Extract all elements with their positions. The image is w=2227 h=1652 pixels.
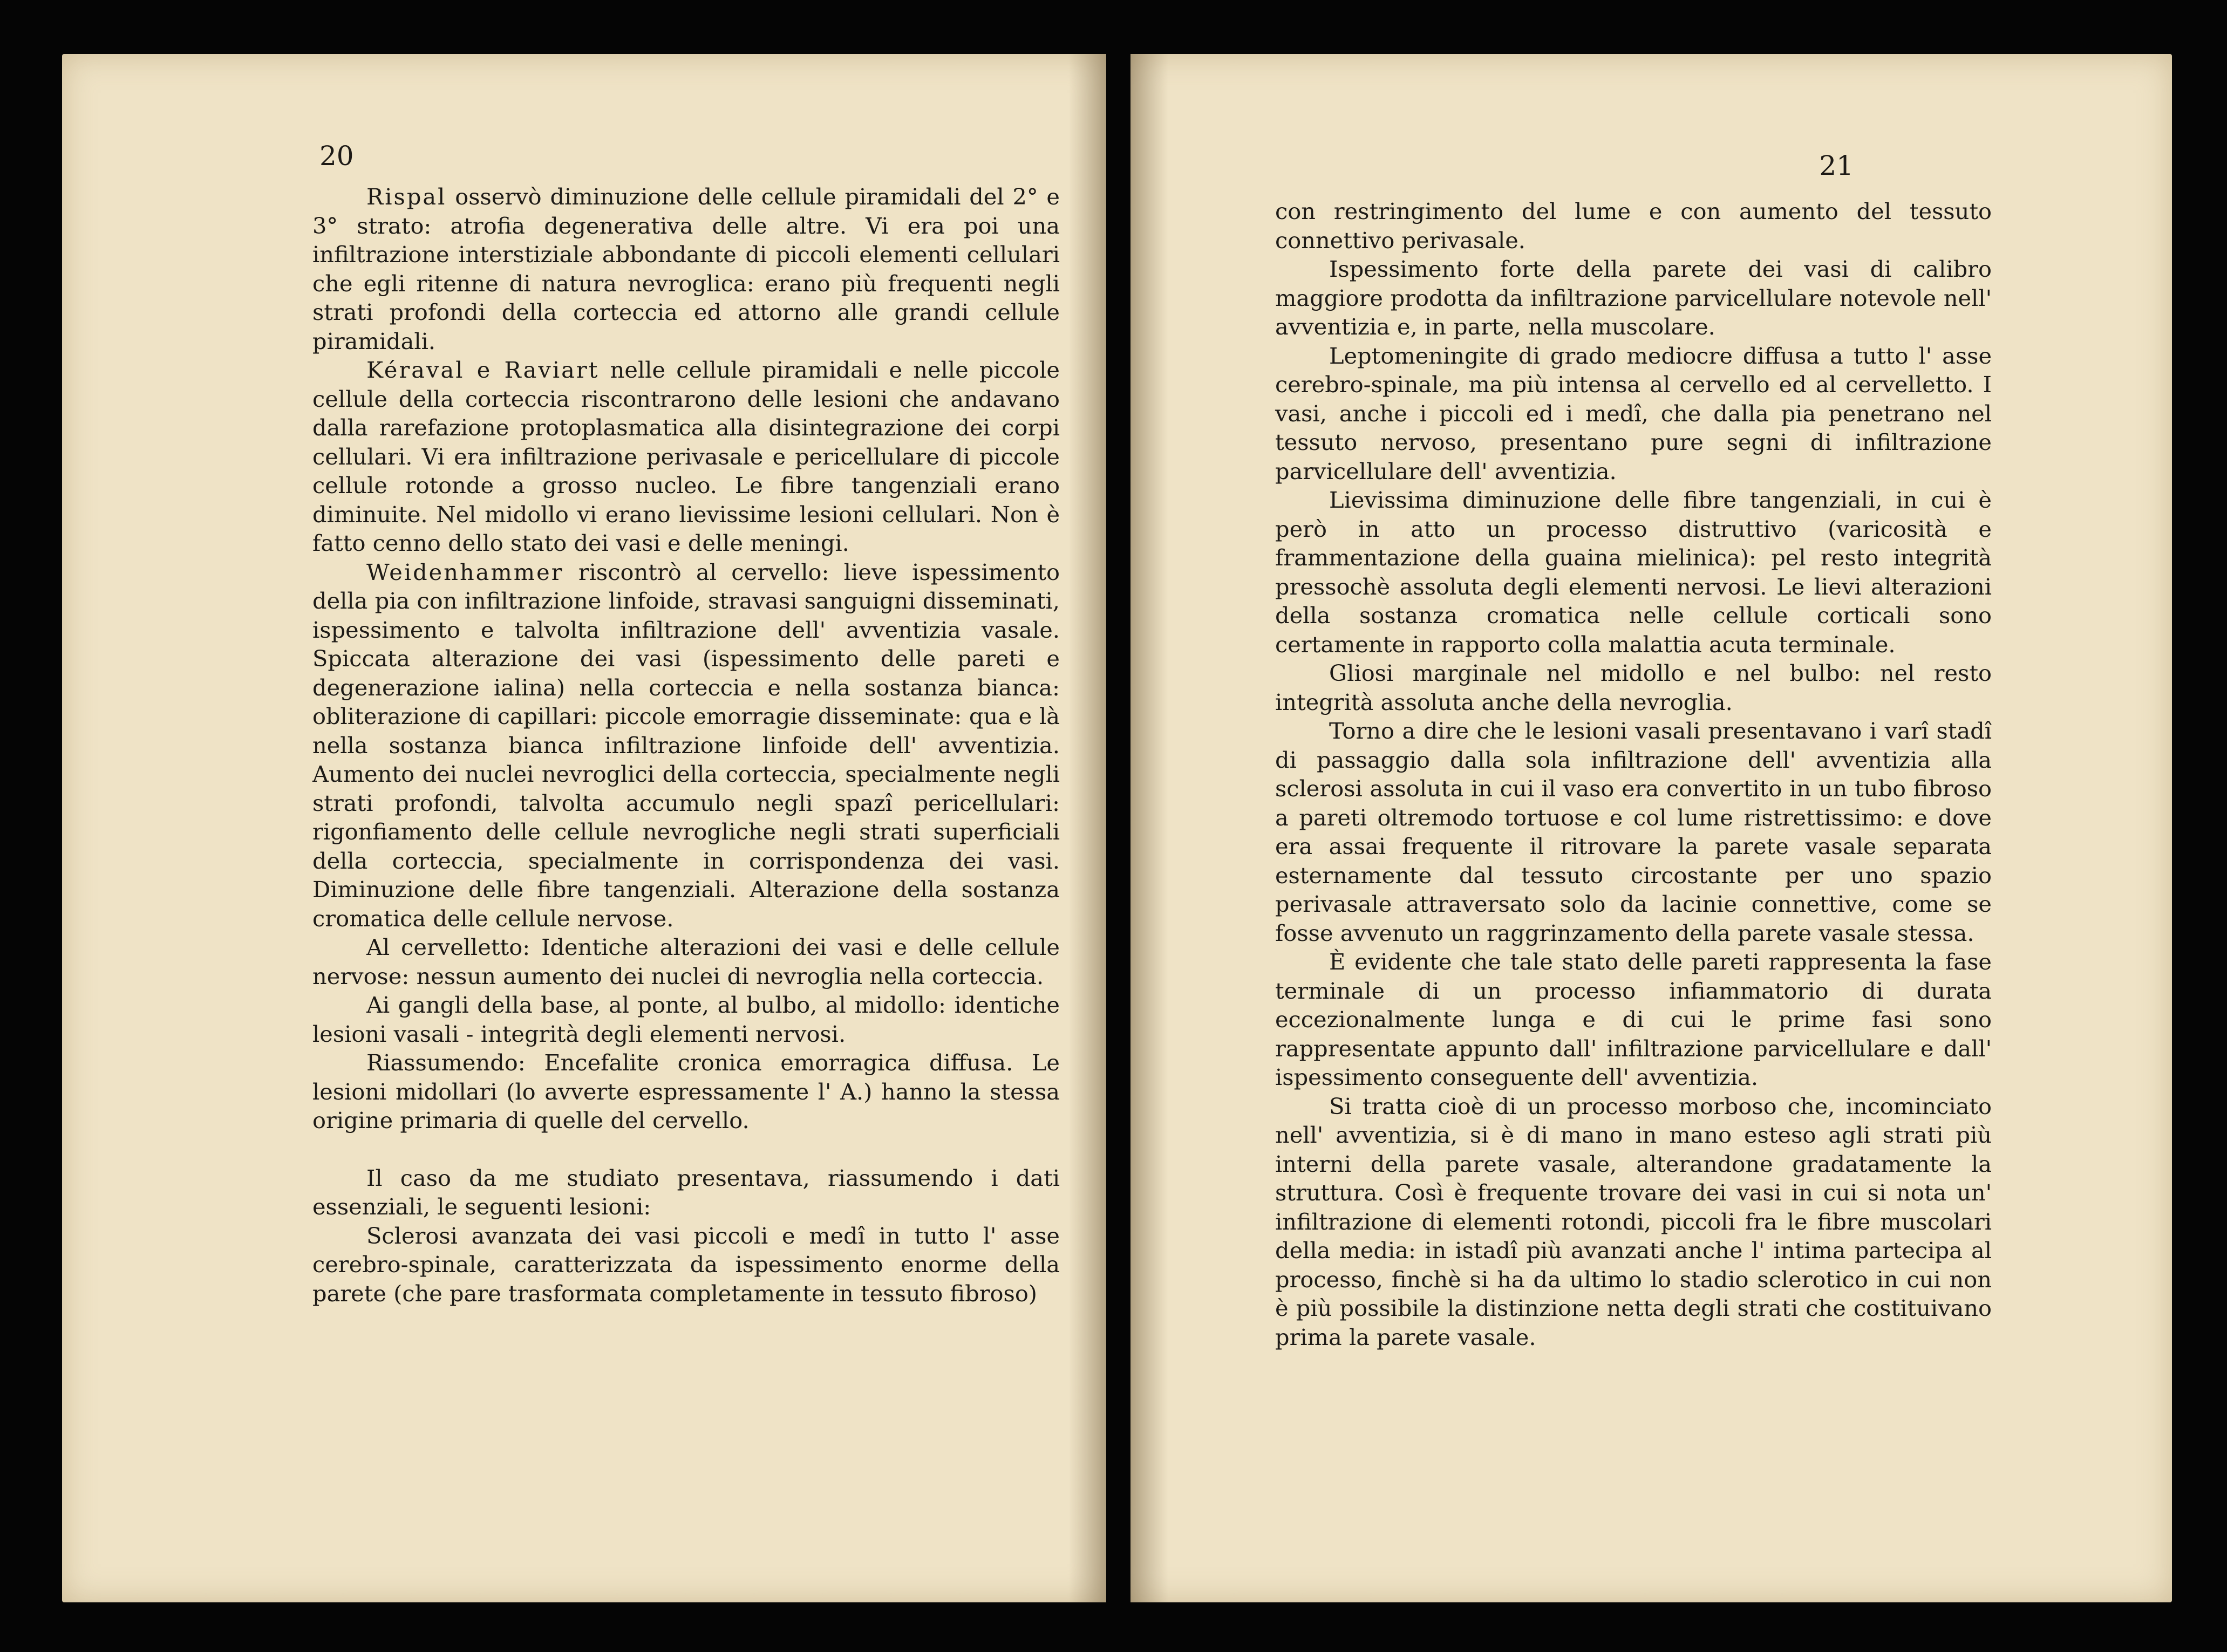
paragraph bbox=[312, 356, 1060, 558]
left-page bbox=[62, 54, 1106, 1602]
paragraph: Ai gangli della base, al ponte, al bulbo, al midollo: identiche lesioni vasali - integrità degli elementi nervosi. bbox=[312, 992, 1060, 1047]
paragraph: Sclerosi avanzata dei vasi piccoli e medî in tutto l' asse cerebro-spinale, caratterizzata da ispessimento enorme della parete (che pare trasformata completamente in tessuto fibroso) bbox=[312, 1222, 1060, 1307]
author-name: Weidenhammer bbox=[366, 558, 564, 585]
paragraph-text: riscontrò al cervello: lieve ispessimento della pia con infiltrazione linfoide, stravasi sanguigni disseminati, ispessimento e talvolta infiltrazione dell' avventizia vasale. Spiccata alterazione dei vasi (ispessimento delle pareti e degenerazione ialina) nella corteccia e nella sostanza bianca: obliterazione di capillari: piccole emorragie disseminate: qua e là nella sostanza bianca infiltrazione linfoide dell' avventizia. Aumento dei nuclei nevroglici della corteccia, specialmente negli strati profondi, talvolta accumulo negli spazî pericellulari: rigonfiamento delle cellule nevrogliche negli strati superficiali della corteccia, specialmente in corrispondenza dei vasi. Diminuzione delle fibre tangenziali. Alterazione della sostanza cromatica delle cellule nervose. bbox=[312, 558, 1060, 932]
page-number: 21 bbox=[1819, 150, 1854, 181]
paragraph-text: osservò diminuzione delle cellule piramidali del 2° e 3° strato: atrofia degenerativa delle altre. Vi era poi una infiltrazione interstiziale abbondante di piccoli elementi cellulari che egli ritenne di natura nevroglica: erano più frequenti negli strati profondi della corteccia ed attorno alle grandi cellule piramidali. bbox=[312, 183, 1060, 354]
paragraph: Riassumendo: Encefalite cronica emorragica diffusa. Le lesioni midollari (lo avverte espressamente l' A.) hanno la stessa origine primaria di quelle del cervello. bbox=[312, 1049, 1060, 1134]
right-page bbox=[1130, 54, 2172, 1602]
paragraph: Gliosi marginale nel midollo e nel bulbo: nel resto integrità assoluta anche della nevroglia. bbox=[1275, 660, 1992, 715]
paragraph: Lievissima diminuzione delle fibre tangenziali, in cui è però in atto un processo distruttivo (varicosità e frammentazione della guaina mielinica): pel resto integrità pressochè assoluta degli elementi nervosi. Le lievi alterazioni della sostanza cromatica nelle cellule corticali sono certamente in rapporto colla malattia acuta terminale. bbox=[1275, 487, 1992, 658]
gutter-shadow bbox=[1068, 54, 1106, 1602]
paragraph: Il caso da me studiato presentava, riassumendo i dati essenziali, le seguenti lesioni: bbox=[312, 1164, 1060, 1220]
paragraph bbox=[312, 182, 1060, 356]
paragraph bbox=[312, 558, 1060, 933]
paragraph: È evidente che tale stato delle pareti rappresenta la fase terminale di un processo infiammatorio di durata eccezionalmente lunga e di cui le prime fasi sono rappresentate appunto dall' infiltrazione parvicellulare e dall' ispessimento conseguente dell' avventizia. bbox=[1275, 948, 1992, 1090]
paragraph: Torno a dire che le lesioni vasali presentavano i varî stadî di passaggio dalla sola infiltrazione dell' avventizia alla sclerosi assoluta in cui il vaso era convertito in un tubo fibroso a pareti oltremodo tortuose e col lume ristrettissimo: e dove era assai frequente il ritrovare la parete vasale separata esternamente dal tessuto circostante per uno spazio perivasale attraversato solo da lacinie connettive, come se fosse avvenuto un raggrinzamento della parete vasale stessa. bbox=[1275, 718, 1992, 946]
left-page-text bbox=[312, 182, 1060, 1308]
paragraph: Si tratta cioè di un processo morboso che, incominciato nell' avventizia, si è di mano in mano esteso agli strati più interni della parete vasale, alterandone gradatamente la struttura. Così è frequente trovare dei vasi in cui si nota un' infiltrazione di elementi rotondi, piccoli fra le fibre muscolari della media: in istadî più avanzati anche l' intima partecipa al processo, finchè si ha da ultimo lo stadio sclerotico in cui non è più possibile la distinzione netta degli strati che costituivano prima la parete vasale. bbox=[1275, 1093, 1992, 1350]
page-number: 20 bbox=[319, 140, 354, 172]
right-page-text bbox=[1275, 197, 1992, 1351]
paragraph: con restringimento del lume e con aumento del tessuto connettivo perivasale. bbox=[1275, 198, 1992, 254]
paragraph: Ispessimento forte della parete dei vasi di calibro maggiore prodotta da infiltrazione parvicellulare notevole nell' avventizia e, in parte, nella muscolare. bbox=[1275, 256, 1992, 340]
paragraph-text: nelle cellule piramidali e nelle piccole cellule della corteccia riscontrarono delle lesioni che andavano dalla rarefazione protoplasmatica alla disintegrazione dei corpi cellulari. Vi era infiltrazione perivasale e pericellulare di piccole cellule rotonde a grosso nucleo. Le fibre tangenziali erano diminuite. Nel midollo vi erano lievissime lesioni cellulari. Non è fatto cenno dello stato dei vasi e delle meningi. bbox=[312, 357, 1060, 556]
gutter-shadow bbox=[1130, 54, 1168, 1602]
author-name: Rispal bbox=[366, 183, 447, 210]
author-name: Kéraval e Raviart bbox=[366, 357, 600, 383]
paragraph: Al cervelletto: Identiche alterazioni dei vasi e delle cellule nervose: nessun aumento dei nuclei di nevroglia nella corteccia. bbox=[312, 934, 1060, 989]
paragraph: Leptomeningite di grado mediocre diffusa a tutto l' asse cerebro-spinale, ma più intensa al cervello ed al cervelletto. I vasi, anche i piccoli ed i medî, che dalla pia penetrano nel tessuto nervoso, presentano pure segni di infiltrazione parvicellulare dell' avventizia. bbox=[1275, 342, 1992, 484]
